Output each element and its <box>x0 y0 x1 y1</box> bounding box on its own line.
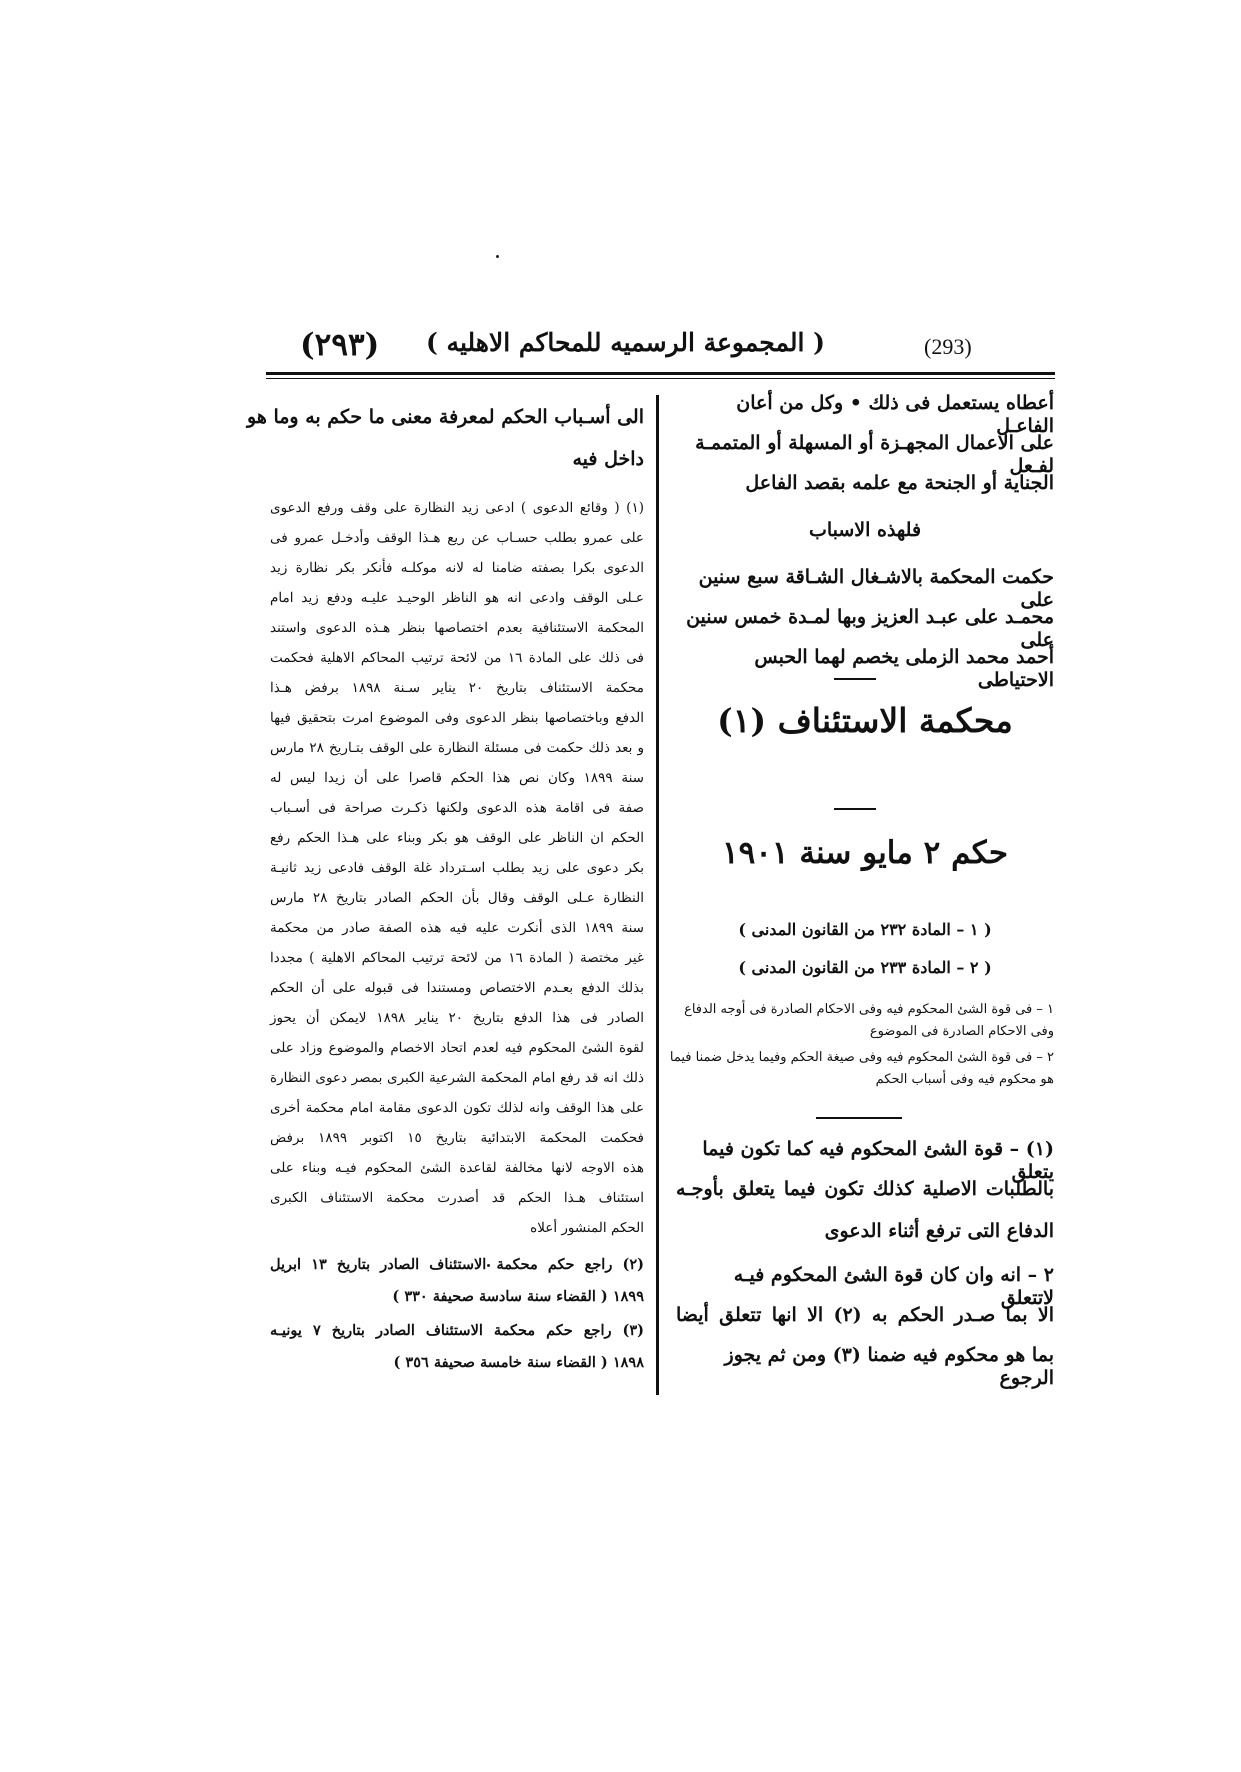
footnote-line: بكر دعوى على زيد بطلب اسـترداد غلة الوقف فادعى زيد ثانيـة <box>270 860 644 876</box>
syllabus-line: ٢ – فى قوة الشئ المحكوم فيه وفى صيغة الحكم وفيما يدخل ضمنا فيما <box>669 1050 1054 1065</box>
reasons-heading: فلهذه الاسباب <box>808 519 922 541</box>
verdict-line: أحمد محمد الزملى يخصم لهما الحبس الاحتياطى <box>754 646 1054 691</box>
section-rule <box>834 808 876 810</box>
principle-line: (١) – قوة الشئ المحكوم فيه كما تكون فيما يتعلق <box>702 1138 1054 1183</box>
footnote-line: بذلك الدفع بعـدم الاختصاص ومستندا فى قبوله على أن الحكم <box>270 980 644 996</box>
intro-line: الجناية أو الجنحة مع علمه بقصد الفاعل <box>745 472 1054 494</box>
footnote-line: ١٨٩٨ ( القضاء سنة خامسة صحيفة ٣٥٦ ) <box>393 1354 644 1371</box>
arabic-page-number: (٢٩٣) <box>300 327 380 363</box>
principle-line: ٢ – انه وان كان قوة الشئ المحكوم فيـه لاتتعلق <box>733 1264 1054 1309</box>
footnote-line: الدعوى بكرا بصفته ضامنا له لانه موكلـه فأنكر بكر نظارة زيد <box>270 560 644 576</box>
footnote-line: غير مختصة ( المادة ١٦ من لائحة ترتيب المحاكم الاهلية ) مجددا <box>270 950 644 966</box>
principle-line: بالطلبات الاصلية كذلك تكون فيما يتعلق بأوجـه <box>676 1178 1054 1200</box>
syllabus-line: ١ – فى قوة الشئ المحكوم فيه وفى الاحكام الصادرة فى أوجه الدفاع <box>684 1002 1054 1017</box>
section-rule <box>816 1117 902 1119</box>
footnote-line: ذلك انه قد رفع امام المحكمة الشرعية الكبرى بمصر دعوى النظارة <box>270 1070 644 1086</box>
footnote-line: سنة ١٨٩٩ وكان نص هذا الحكم قاصرا على أن زيدا ليس له <box>270 770 644 786</box>
footnote-line: الدفع وباختصاصها بنظر الدعوى وفى الموضوع امرت بتحقيق فيها <box>270 710 644 726</box>
law-reference: ( ٢ – المادة ٢٣٣ من القانون المدنى ) <box>738 958 992 977</box>
running-title: ( المجموعة الرسميه للمحاكم الاهليه ) <box>426 328 825 357</box>
footnote-line: ١٨٩٩ ( القضاء سنة سادسة صحيفة ٣٣٠ ) <box>392 1288 644 1305</box>
footnote-line: محكمة الاستئناف بتاريخ ٢٠ يناير سـنة ١٨٩٨ برفض هـذا <box>270 680 645 696</box>
law-reference: ( ١ – المادة ٢٣٢ من القانون المدنى ) <box>738 920 992 939</box>
footnote-line: المحكمة الاستئنافية بعدم اختصاصها بنظر هـذه الدعوى واستند <box>270 620 644 636</box>
footnote-line: فى ذلك على المادة ١٦ من لائحة ترتيب المحاكم الاهلية فحكمت <box>270 650 644 666</box>
footnote-line: عـلى الوقف وادعى انه هو الناظر الوحيـد عليـه ودفع زيد امام <box>270 590 644 606</box>
footnote-line: على عمرو بطلب حسـاب عن ريع هـذا الوقف وأدخـل عمرو فى <box>270 530 644 546</box>
verdict-line: حكمت المحكمة بالاشـغال الشـاقة سبع سنين على <box>698 566 1054 611</box>
footnote-line: هذه الاوجه لانها مخالفة لقاعدة الشئ المحكوم فيـه وبناء على <box>270 1160 644 1176</box>
scan-speck <box>496 255 499 258</box>
footnote-line: (١) ( وقائع الدعوى ) ادعى زيد النظارة على وقف ورفع الدعوى <box>270 500 644 516</box>
section-rule <box>834 678 876 680</box>
footnote-line: الحكم المنشور أعلاه <box>530 1220 644 1236</box>
principle-line: الا بما صـدر الحكم به (٢) الا انها تتعلق أيضا <box>676 1304 1054 1326</box>
footnote-line: الصادر فى هذا الدفع بتاريخ ٢٠ يناير ١٨٩٨ لايمكن أن يحوز <box>270 1010 645 1026</box>
continuation-line: داخل فيه <box>572 448 644 470</box>
intro-line: أعطاه يستعمل فى ذلك • وكل من أعان الفاعـل <box>736 392 1054 437</box>
court-heading: محكمة الاستئناف (١) <box>717 701 1013 740</box>
column-divider <box>656 395 659 1395</box>
syllabus-line: وفى الاحكام الصادرة فى الموضوع <box>869 1024 1054 1039</box>
footnote-line: (٢) راجع حكم محكمة الاستئناف الصادر بتاريخ ١٣ ابريل <box>270 1256 644 1273</box>
footnote-line: لقوة الشئ المحكوم فيه لعدم اتحاد الاخصام والموضوع وزاد على <box>270 1040 644 1056</box>
header-rule-thin <box>266 378 1055 379</box>
principle-line: الدفاع التى ترفع أثناء الدعوى <box>824 1220 1054 1242</box>
header-rule-thick <box>266 372 1055 375</box>
verdict-line: محمـد على عبـد العزيز وبها لمـدة خمس سنين على <box>686 606 1054 651</box>
footnote-line: النظارة عـلى الوقف وقال بأن الحكم الصادر بتاريخ ٢٨ مارس <box>270 890 644 906</box>
intro-line: على الاعمال المجهـزة أو المسهلة أو المتممـة لفـعل <box>695 432 1054 477</box>
footnote-line: سنة ١٨٩٩ الذى أنكرت عليه فيه هذه الصفة صادر من محكمة <box>270 920 644 936</box>
footnote-line: على هذا الوقف وانه لذلك تكون الدعوى مقامة امام محكمة أخرى <box>270 1100 644 1116</box>
principle-line: بما هو محكوم فيه ضمنا (٣) ومن ثم يجوز الرجوع <box>724 1344 1054 1389</box>
judgment-date: حكم ٢ مايو سنة ١٩٠١ <box>721 835 1008 871</box>
footnote-line: استئناف هـذا الحكم قد أصدرت محكمة الاستئناف الكبرى <box>270 1190 644 1206</box>
footnote-line: و بعد ذلك حكمت فى مسئلة النظارة على الوقف بتـاريخ ٢٨ مارس <box>270 740 644 756</box>
footnote-line: (٣) راجع حكم محكمة الاستئناف الصادر بتاريخ ٧ يونيـه <box>270 1322 644 1339</box>
continuation-line: الى أسـباب الحكم لمعرفة معنى ما حكم به وما هو <box>247 406 644 428</box>
syllabus-line: هو محكوم فيه وفى أسباب الحكم <box>875 1072 1054 1087</box>
footnote-line: صفة فى اقامة هذه الدعوى ولكنها ذكـرت صراحة فى أسـباب <box>270 800 644 816</box>
latin-page-number: (293) <box>924 334 972 359</box>
footnote-line: الحكم ان الناظر على الوقف هو بكر وبناء على هـذا الحكم رفع <box>270 830 644 846</box>
footnote-line: فحكمت المحكمة الابتدائية بتاريخ ١٥ اكتوبر ١٨٩٩ برفض <box>270 1130 644 1146</box>
